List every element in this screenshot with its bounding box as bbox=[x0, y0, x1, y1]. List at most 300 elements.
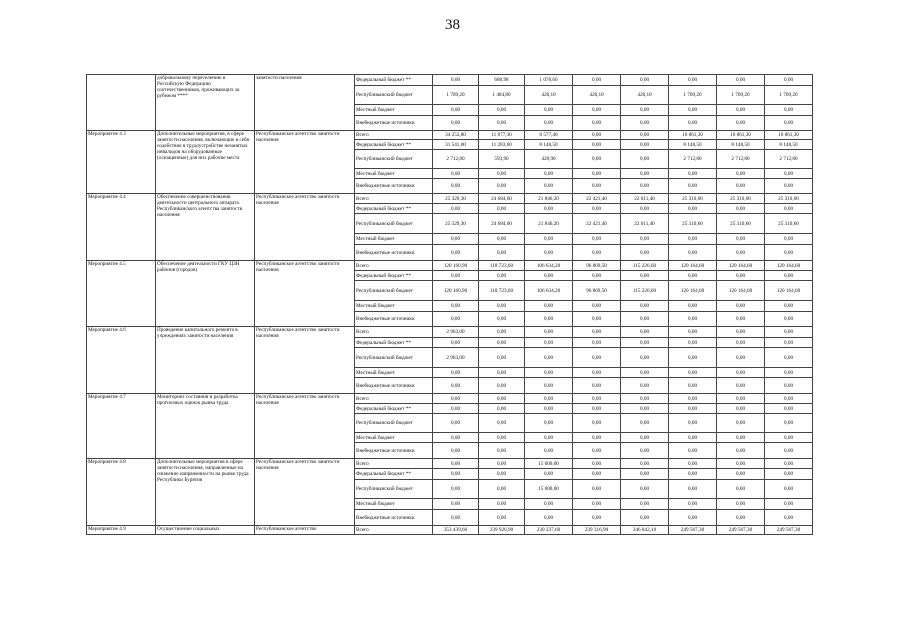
amount-cell: 0,00 bbox=[525, 327, 573, 338]
amount-cell: 0,00 bbox=[479, 338, 525, 348]
amount-cell: 0,00 bbox=[621, 378, 669, 394]
amount-cell: 0,00 bbox=[479, 510, 525, 526]
amount-cell: 0,00 bbox=[573, 338, 621, 348]
funding-table bbox=[86, 74, 813, 535]
amount-cell: 0,00 bbox=[433, 443, 479, 459]
responsible-cell: занятости населения bbox=[255, 75, 355, 131]
amount-cell: 1 709,20 bbox=[669, 86, 717, 105]
amount-cell: 0,00 bbox=[479, 105, 525, 116]
amount-cell: 0,00 bbox=[573, 140, 621, 150]
amount-cell: 0,00 bbox=[621, 443, 669, 459]
table-row bbox=[87, 194, 813, 204]
amount-cell: 0,00 bbox=[765, 368, 813, 378]
amount-cell: 428,10 bbox=[573, 86, 621, 105]
amount-cell: 428,10 bbox=[525, 86, 573, 105]
amount-cell: 8 148,50 bbox=[765, 140, 813, 150]
amount-cell: 0,00 bbox=[669, 105, 717, 116]
amount-cell: 0,00 bbox=[765, 245, 813, 261]
funding-source-cell: Внебюджетные источники bbox=[355, 510, 433, 526]
amount-cell: 0,00 bbox=[669, 394, 717, 404]
amount-cell: 0,00 bbox=[573, 131, 621, 140]
amount-cell: 0,00 bbox=[669, 75, 717, 86]
amount-cell: 230 237,60 bbox=[525, 526, 573, 535]
amount-cell: 0,00 bbox=[573, 480, 621, 499]
amount-cell: 0,00 bbox=[433, 368, 479, 378]
amount-cell: 0,00 bbox=[621, 499, 669, 510]
amount-cell: 0,00 bbox=[717, 105, 765, 116]
amount-cell: 0,00 bbox=[479, 433, 525, 443]
amount-cell: 22 011,40 bbox=[621, 194, 669, 204]
responsible-cell: Республиканское агентство занятости населения bbox=[255, 327, 355, 394]
amount-cell: 120 164,60 bbox=[765, 261, 813, 271]
amount-cell: 1 078,60 bbox=[525, 75, 573, 86]
amount-cell: 0,00 bbox=[669, 443, 717, 459]
funding-source-cell: Внебюджетные источники bbox=[355, 443, 433, 459]
amount-cell: 0,00 bbox=[669, 169, 717, 179]
amount-cell: 0,00 bbox=[573, 75, 621, 86]
amount-cell: 96 869,50 bbox=[573, 281, 621, 301]
amount-cell: 24 684,60 bbox=[479, 194, 525, 204]
event-name-cell: Дополнительные мероприятия, в сфере занятости населения, включающие в себя содействие в трудоустройстве незанятых инвалидов на оборудованные (оснащенные) для них рабочие места bbox=[156, 131, 255, 194]
amount-cell: 0,00 bbox=[573, 150, 621, 169]
table-row bbox=[87, 526, 813, 535]
amount-cell: 0,00 bbox=[573, 469, 621, 480]
amount-cell: 0,00 bbox=[525, 414, 573, 433]
amount-cell: 21 846,20 bbox=[525, 214, 573, 234]
amount-cell: 239 316,90 bbox=[573, 526, 621, 535]
amount-cell: 0,00 bbox=[573, 510, 621, 526]
funding-source-cell: Республиканский бюджет bbox=[355, 214, 433, 234]
amount-cell: 0,00 bbox=[717, 414, 765, 433]
amount-cell: 0,00 bbox=[669, 312, 717, 327]
funding-source-cell: Всего bbox=[355, 194, 433, 204]
amount-cell: 0,00 bbox=[573, 245, 621, 261]
amount-cell: 0,00 bbox=[573, 105, 621, 116]
amount-cell: 0,00 bbox=[573, 301, 621, 312]
amount-cell: 0,00 bbox=[621, 338, 669, 348]
table-row bbox=[87, 459, 813, 469]
funding-source-cell: Местный бюджет bbox=[355, 368, 433, 378]
amount-cell: 0,00 bbox=[717, 459, 765, 469]
amount-cell: 0,00 bbox=[621, 394, 669, 404]
amount-cell: 428,10 bbox=[621, 86, 669, 105]
amount-cell: 0,00 bbox=[669, 414, 717, 433]
funding-source-cell: Федеральный бюджет ** bbox=[355, 204, 433, 214]
amount-cell: 0,00 bbox=[717, 271, 765, 281]
amount-cell: 10 861,30 bbox=[717, 131, 765, 140]
amount-cell: 0,00 bbox=[621, 433, 669, 443]
amount-cell: 0,00 bbox=[573, 378, 621, 394]
amount-cell: 0,00 bbox=[573, 271, 621, 281]
amount-cell: 120 164,60 bbox=[669, 261, 717, 271]
amount-cell: 25 310,60 bbox=[669, 194, 717, 204]
amount-cell: 0,00 bbox=[479, 469, 525, 480]
amount-cell: 0,00 bbox=[765, 480, 813, 499]
amount-cell: 0,00 bbox=[479, 327, 525, 338]
amount-cell: 0,00 bbox=[433, 480, 479, 499]
amount-cell: 0,00 bbox=[717, 368, 765, 378]
amount-cell: 0,00 bbox=[525, 499, 573, 510]
amount-cell: 0,00 bbox=[433, 169, 479, 179]
amount-cell: 0,00 bbox=[717, 480, 765, 499]
amount-cell: 25 329,30 bbox=[433, 194, 479, 204]
responsible-cell: Республиканское агентство занятости населения bbox=[255, 261, 355, 327]
amount-cell: 0,00 bbox=[669, 459, 717, 469]
amount-cell: 246 842,10 bbox=[621, 526, 669, 535]
amount-cell: 0,00 bbox=[433, 245, 479, 261]
table-row bbox=[87, 131, 813, 140]
amount-cell: 0,00 bbox=[669, 327, 717, 338]
amount-cell: 0,00 bbox=[573, 433, 621, 443]
amount-cell: 0,00 bbox=[525, 301, 573, 312]
amount-cell: 0,00 bbox=[433, 510, 479, 526]
amount-cell: 0,00 bbox=[573, 169, 621, 179]
amount-cell: 25 310,60 bbox=[669, 214, 717, 234]
amount-cell: 115 226,60 bbox=[621, 261, 669, 271]
amount-cell: 0,00 bbox=[573, 459, 621, 469]
amount-cell: 0,00 bbox=[717, 169, 765, 179]
amount-cell: 21 846,20 bbox=[525, 194, 573, 204]
amount-cell: 0,00 bbox=[669, 179, 717, 194]
amount-cell: 1 709,20 bbox=[765, 86, 813, 105]
amount-cell: 0,00 bbox=[525, 169, 573, 179]
table-row bbox=[87, 394, 813, 404]
amount-cell: 0,00 bbox=[479, 499, 525, 510]
amount-cell: 8 148,50 bbox=[669, 140, 717, 150]
amount-cell: 11 283,60 bbox=[479, 140, 525, 150]
amount-cell: 0,00 bbox=[717, 404, 765, 414]
amount-cell: 0,00 bbox=[433, 499, 479, 510]
amount-cell: 0,00 bbox=[573, 234, 621, 245]
amount-cell: 0,00 bbox=[717, 312, 765, 327]
amount-cell: 0,00 bbox=[525, 204, 573, 214]
amount-cell: 22 421,40 bbox=[573, 214, 621, 234]
amount-cell: 0,00 bbox=[479, 443, 525, 459]
amount-cell: 0,00 bbox=[621, 469, 669, 480]
funding-source-cell: Федеральный бюджет ** bbox=[355, 338, 433, 348]
amount-cell: 2 712,80 bbox=[765, 150, 813, 169]
amount-cell: 0,00 bbox=[433, 271, 479, 281]
amount-cell: 0,00 bbox=[765, 469, 813, 480]
amount-cell: 22 421,40 bbox=[573, 194, 621, 204]
amount-cell: 0,00 bbox=[433, 433, 479, 443]
amount-cell: 0,00 bbox=[765, 116, 813, 131]
funding-source-cell: Местный бюджет bbox=[355, 433, 433, 443]
event-cell: Мероприятие 4.8 bbox=[87, 459, 156, 526]
amount-cell: 0,00 bbox=[433, 394, 479, 404]
amount-cell: 25 310,60 bbox=[717, 194, 765, 204]
amount-cell: 0,00 bbox=[765, 179, 813, 194]
amount-cell: 118 723,60 bbox=[479, 281, 525, 301]
amount-cell: 0,00 bbox=[479, 414, 525, 433]
funding-source-cell: Республиканский бюджет bbox=[355, 86, 433, 105]
amount-cell: 1 484,80 bbox=[479, 86, 525, 105]
amount-cell: 2 963,00 bbox=[433, 348, 479, 368]
amount-cell: 0,00 bbox=[765, 414, 813, 433]
funding-source-cell: Республиканский бюджет bbox=[355, 348, 433, 368]
amount-cell: 0,00 bbox=[669, 116, 717, 131]
amount-cell: 8 148,50 bbox=[717, 140, 765, 150]
amount-cell: 0,00 bbox=[573, 414, 621, 433]
amount-cell: 0,00 bbox=[479, 348, 525, 368]
amount-cell: 0,00 bbox=[765, 443, 813, 459]
page-number: 38 bbox=[445, 17, 460, 33]
amount-cell: 0,00 bbox=[479, 271, 525, 281]
amount-cell: 0,00 bbox=[525, 245, 573, 261]
funding-source-cell: Внебюджетные источники bbox=[355, 378, 433, 394]
table-row bbox=[87, 261, 813, 271]
event-name-cell: добровольному переселению в Российскую Федерацию соотечественников, проживающих за рубежом **** bbox=[156, 75, 255, 131]
amount-cell: 0,00 bbox=[433, 414, 479, 433]
amount-cell: 0,00 bbox=[525, 394, 573, 404]
event-cell bbox=[87, 75, 156, 131]
amount-cell: 0,00 bbox=[669, 245, 717, 261]
funding-source-cell: Внебюджетные источники bbox=[355, 116, 433, 131]
funding-source-cell: Местный бюджет bbox=[355, 105, 433, 116]
amount-cell: 0,00 bbox=[433, 301, 479, 312]
amount-cell: 96 869,50 bbox=[573, 261, 621, 271]
amount-cell: 0,00 bbox=[479, 204, 525, 214]
amount-cell: 0,00 bbox=[765, 169, 813, 179]
event-cell: Мероприятие 4.5 bbox=[87, 261, 156, 327]
amount-cell: 1 709,20 bbox=[717, 86, 765, 105]
amount-cell: 25 310,60 bbox=[765, 214, 813, 234]
amount-cell: 31 541,00 bbox=[433, 140, 479, 150]
amount-cell: 0,00 bbox=[717, 499, 765, 510]
amount-cell: 1 709,20 bbox=[433, 86, 479, 105]
amount-cell: 15 000,00 bbox=[525, 459, 573, 469]
amount-cell: 0,00 bbox=[525, 234, 573, 245]
funding-source-cell: Республиканский бюджет bbox=[355, 414, 433, 433]
event-cell: Мероприятие 4.7 bbox=[87, 394, 156, 459]
amount-cell: 0,00 bbox=[717, 116, 765, 131]
amount-cell: 0,00 bbox=[479, 179, 525, 194]
amount-cell: 0,00 bbox=[621, 169, 669, 179]
amount-cell: 0,00 bbox=[621, 116, 669, 131]
funding-source-cell: Всего bbox=[355, 327, 433, 338]
amount-cell: 0,00 bbox=[717, 75, 765, 86]
amount-cell: 0,00 bbox=[669, 301, 717, 312]
amount-cell: 0,00 bbox=[621, 312, 669, 327]
amount-cell: 0,00 bbox=[433, 459, 479, 469]
amount-cell: 0,00 bbox=[525, 116, 573, 131]
amount-cell: 593,90 bbox=[479, 150, 525, 169]
amount-cell: 0,00 bbox=[621, 179, 669, 194]
amount-cell: 120 164,60 bbox=[669, 281, 717, 301]
amount-cell: 0,00 bbox=[717, 433, 765, 443]
amount-cell: 0,00 bbox=[669, 348, 717, 368]
table-row bbox=[87, 75, 813, 86]
amount-cell: 0,00 bbox=[621, 204, 669, 214]
amount-cell: 0,00 bbox=[621, 480, 669, 499]
amount-cell: 0,00 bbox=[669, 480, 717, 499]
amount-cell: 0,00 bbox=[621, 131, 669, 140]
amount-cell: 0,00 bbox=[433, 234, 479, 245]
amount-cell: 0,00 bbox=[479, 394, 525, 404]
amount-cell: 0,00 bbox=[765, 378, 813, 394]
amount-cell: 0,00 bbox=[717, 204, 765, 214]
amount-cell: 0,00 bbox=[433, 469, 479, 480]
amount-cell: 0,00 bbox=[479, 301, 525, 312]
amount-cell: 0,00 bbox=[717, 327, 765, 338]
amount-cell: 0,00 bbox=[525, 433, 573, 443]
amount-cell: 0,00 bbox=[669, 338, 717, 348]
amount-cell: 0,00 bbox=[621, 105, 669, 116]
amount-cell: 25 329,30 bbox=[433, 214, 479, 234]
amount-cell: 0,00 bbox=[717, 378, 765, 394]
amount-cell: 0,00 bbox=[573, 394, 621, 404]
amount-cell: 0,00 bbox=[621, 75, 669, 86]
amount-cell: 0,00 bbox=[573, 368, 621, 378]
amount-cell: 0,00 bbox=[479, 312, 525, 327]
amount-cell: 0,00 bbox=[717, 443, 765, 459]
amount-cell: 0,00 bbox=[525, 378, 573, 394]
funding-source-cell: Всего bbox=[355, 459, 433, 469]
amount-cell: 0,00 bbox=[479, 234, 525, 245]
amount-cell: 0,00 bbox=[573, 204, 621, 214]
amount-cell: 120 164,60 bbox=[717, 281, 765, 301]
amount-cell: 0,00 bbox=[479, 245, 525, 261]
amount-cell: 2 963,00 bbox=[433, 327, 479, 338]
amount-cell: 0,00 bbox=[669, 469, 717, 480]
amount-cell: 0,00 bbox=[717, 301, 765, 312]
event-cell: Мероприятие 4.3 bbox=[87, 131, 156, 194]
amount-cell: 0,00 bbox=[621, 459, 669, 469]
amount-cell: 0,00 bbox=[621, 271, 669, 281]
amount-cell: 0,00 bbox=[525, 443, 573, 459]
funding-source-cell: Федеральный бюджет ** bbox=[355, 140, 433, 150]
amount-cell: 0,00 bbox=[765, 433, 813, 443]
amount-cell: 0,00 bbox=[525, 404, 573, 414]
amount-cell: 34 253,80 bbox=[433, 131, 479, 140]
amount-cell: 0,00 bbox=[765, 510, 813, 526]
amount-cell: 25 310,60 bbox=[717, 214, 765, 234]
amount-cell: 120 160,90 bbox=[433, 261, 479, 271]
amount-cell: 0,00 bbox=[621, 510, 669, 526]
amount-cell: 0,00 bbox=[525, 179, 573, 194]
amount-cell: 0,00 bbox=[525, 348, 573, 368]
amount-cell: 0,00 bbox=[669, 499, 717, 510]
amount-cell: 0,00 bbox=[433, 116, 479, 131]
funding-source-cell: Федеральный бюджет ** bbox=[355, 469, 433, 480]
amount-cell: 0,00 bbox=[765, 271, 813, 281]
event-name-cell: Мониторинг состояния и разработка прогнозных оценок рынка труда bbox=[156, 394, 255, 459]
amount-cell: 0,00 bbox=[765, 459, 813, 469]
funding-source-cell: Всего bbox=[355, 394, 433, 404]
amount-cell: 15 000,00 bbox=[525, 480, 573, 499]
amount-cell: 0,00 bbox=[433, 338, 479, 348]
amount-cell: 0,00 bbox=[621, 327, 669, 338]
amount-cell: 0,00 bbox=[573, 348, 621, 368]
responsible-cell: Республиканское агентство занятости населения bbox=[255, 194, 355, 261]
amount-cell: 8 577,40 bbox=[525, 131, 573, 140]
amount-cell: 115 226,60 bbox=[621, 281, 669, 301]
amount-cell: 0,00 bbox=[479, 459, 525, 469]
amount-cell: 0,00 bbox=[621, 150, 669, 169]
funding-source-cell: Республиканский бюджет bbox=[355, 150, 433, 169]
amount-cell: 0,00 bbox=[717, 245, 765, 261]
amount-cell: 239 926,90 bbox=[479, 526, 525, 535]
amount-cell: 249 567,30 bbox=[765, 526, 813, 535]
amount-cell: 0,00 bbox=[765, 404, 813, 414]
responsible-cell: Республиканское агентство занятости населения bbox=[255, 131, 355, 194]
amount-cell: 0,00 bbox=[525, 105, 573, 116]
amount-cell: 0,00 bbox=[717, 469, 765, 480]
event-name-cell: Осуществление социальных bbox=[156, 526, 255, 535]
funding-source-cell: Внебюджетные источники bbox=[355, 179, 433, 194]
amount-cell: 353 439,60 bbox=[433, 526, 479, 535]
amount-cell: 688,98 bbox=[479, 75, 525, 86]
amount-cell: 0,00 bbox=[621, 414, 669, 433]
amount-cell: 120 160,90 bbox=[433, 281, 479, 301]
amount-cell: 0,00 bbox=[765, 204, 813, 214]
amount-cell: 106 634,20 bbox=[525, 281, 573, 301]
event-cell: Мероприятие 4.4 bbox=[87, 194, 156, 261]
amount-cell: 0,00 bbox=[717, 510, 765, 526]
amount-cell: 0,00 bbox=[765, 348, 813, 368]
amount-cell: 0,00 bbox=[525, 312, 573, 327]
amount-cell: 0,00 bbox=[717, 348, 765, 368]
event-cell: Мероприятие 4.6 bbox=[87, 327, 156, 394]
amount-cell: 120 164,60 bbox=[717, 261, 765, 271]
responsible-cell: Республиканское агентство занятости населения bbox=[255, 459, 355, 526]
responsible-cell: Республиканское агентство занятости населения bbox=[255, 394, 355, 459]
amount-cell: 0,00 bbox=[573, 499, 621, 510]
amount-cell: 25 310,60 bbox=[765, 194, 813, 204]
funding-source-cell: Всего bbox=[355, 131, 433, 140]
amount-cell: 0,00 bbox=[669, 271, 717, 281]
amount-cell: 2 712,80 bbox=[669, 150, 717, 169]
amount-cell: 0,00 bbox=[433, 179, 479, 194]
event-cell: Мероприятие 4.9 bbox=[87, 526, 156, 535]
amount-cell: 118 723,60 bbox=[479, 261, 525, 271]
amount-cell: 0,00 bbox=[669, 404, 717, 414]
amount-cell: 0,00 bbox=[479, 378, 525, 394]
funding-source-cell: Внебюджетные источники bbox=[355, 245, 433, 261]
amount-cell: 2 712,80 bbox=[717, 150, 765, 169]
amount-cell: 0,00 bbox=[433, 204, 479, 214]
amount-cell: 0,00 bbox=[765, 234, 813, 245]
amount-cell: 0,00 bbox=[573, 327, 621, 338]
amount-cell: 0,00 bbox=[621, 368, 669, 378]
amount-cell: 22 011,40 bbox=[621, 214, 669, 234]
amount-cell: 0,00 bbox=[669, 510, 717, 526]
responsible-cell: Республиканское агентство bbox=[255, 526, 355, 535]
funding-source-cell: Местный бюджет bbox=[355, 234, 433, 245]
amount-cell: 11 877,30 bbox=[479, 131, 525, 140]
amount-cell: 0,00 bbox=[479, 169, 525, 179]
funding-source-cell: Федеральный бюджет ** bbox=[355, 75, 433, 86]
amount-cell: 0,00 bbox=[479, 480, 525, 499]
amount-cell: 0,00 bbox=[525, 469, 573, 480]
amount-cell: 0,00 bbox=[525, 271, 573, 281]
amount-cell: 0,00 bbox=[433, 105, 479, 116]
amount-cell: 428,90 bbox=[525, 150, 573, 169]
amount-cell: 0,00 bbox=[717, 179, 765, 194]
funding-source-cell: Всего bbox=[355, 526, 433, 535]
funding-source-cell: Федеральный бюджет ** bbox=[355, 404, 433, 414]
amount-cell: 0,00 bbox=[765, 394, 813, 404]
amount-cell: 2 712,80 bbox=[433, 150, 479, 169]
event-name-cell: Обеспечение совершенствования деятельности центрального аппарата Республиканского агентства занятости населения bbox=[156, 194, 255, 261]
amount-cell: 0,00 bbox=[669, 433, 717, 443]
amount-cell: 0,00 bbox=[573, 116, 621, 131]
amount-cell: 0,00 bbox=[765, 338, 813, 348]
funding-source-cell: Республиканский бюджет bbox=[355, 480, 433, 499]
amount-cell: 0,00 bbox=[669, 234, 717, 245]
amount-cell: 0,00 bbox=[669, 368, 717, 378]
amount-cell: 120 164,60 bbox=[765, 281, 813, 301]
